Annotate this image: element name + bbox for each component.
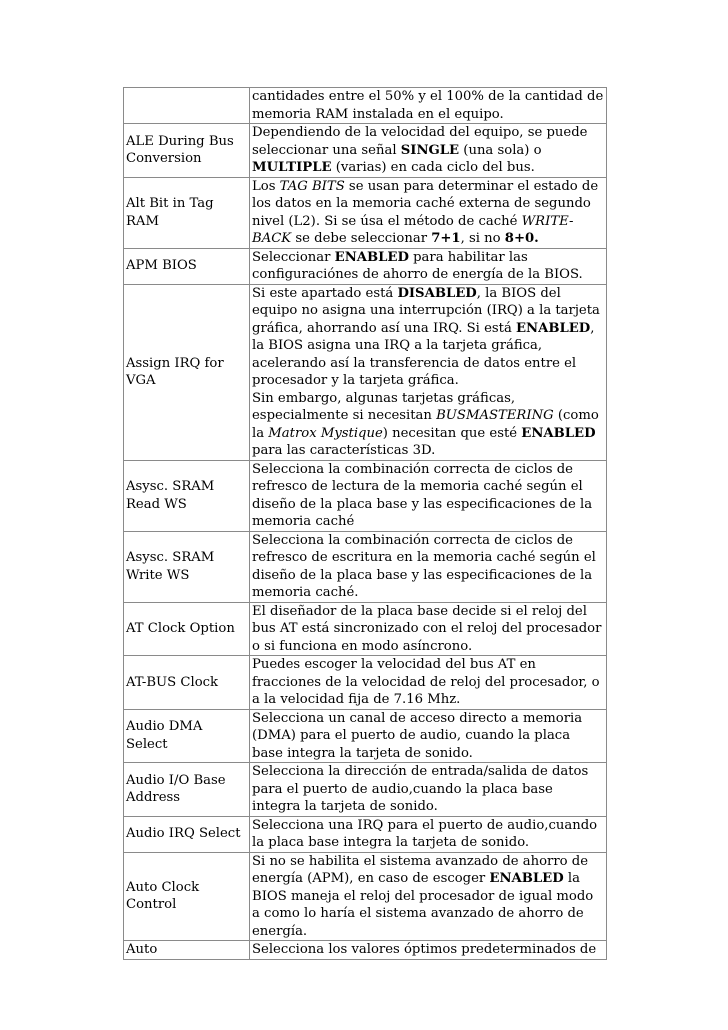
bold-value: ENABLED [516, 320, 591, 336]
description-text: Los [252, 178, 280, 194]
description-text: (una sola) o [459, 142, 542, 158]
italic-term: BUSMASTERING [436, 408, 554, 423]
bold-value: 7+1 [431, 231, 461, 246]
setting-description [250, 656, 607, 710]
description-text: , si no [460, 231, 505, 246]
description-text: Puedes escoger la velocidad del bus AT en fracciones de la velocidad de reloj del procesador, o a la velocidad fija de 7.16 Mhz. [252, 657, 600, 707]
description-text: Selecciona la combinación correcta de ciclos de refresco de escritura en la memoria caché según el diseño de la placa base y las especificaciones de la memoria caché. [252, 532, 596, 600]
setting-description [250, 531, 607, 602]
description-text: (varias) en cada ciclo del bus. [331, 160, 535, 175]
setting-name [124, 88, 250, 124]
setting-name: Assign IRQ for VGA [124, 284, 250, 460]
description-text: Seleccionar [252, 249, 335, 265]
setting-name: Audio I/O Base Address [124, 763, 250, 817]
setting-name: Audio IRQ Select [124, 816, 250, 852]
table-row [124, 284, 607, 460]
bold-value: 8+0. [504, 231, 539, 246]
description-text: se debe seleccionar [291, 231, 432, 246]
setting-description [250, 816, 607, 852]
table-row [124, 763, 607, 817]
table-body [124, 88, 607, 960]
table-row [124, 656, 607, 710]
table-row [124, 460, 607, 531]
description-text: para habilitar las configuraciónes de ahorro de energía de la BIOS. [252, 249, 583, 282]
description-text: , la BIOS asigna una IRQ a la tarjeta gráfica, acelerando así la transferencia de datos entre el procesador y la tarjeta gráfica. [252, 320, 595, 388]
description-text: la BIOS maneja el reloj del procesador de igual modo a como lo haría el sistema avanzado de ahorro de energía. [252, 871, 594, 939]
setting-description [250, 248, 607, 284]
description-text: cantidades entre el 50% y el 100% de la cantidad de memoria RAM instalada en el equipo. [252, 89, 604, 122]
setting-name: Asysc. SRAM Write WS [124, 531, 250, 602]
description-text: Selecciona un canal de acceso directo a memoria (DMA) para el puerto de audio, cuando la placa base integra la tarjeta de sonido. [252, 710, 583, 761]
description-text: para las características 3D. [252, 443, 436, 458]
setting-description [250, 88, 607, 124]
setting-description [250, 709, 607, 763]
bold-value: MULTIPLE [252, 160, 332, 175]
bold-value: ENABLED [334, 249, 409, 265]
setting-name: Audio DMA Select [124, 709, 250, 763]
setting-name: AT-BUS Clock [124, 656, 250, 710]
setting-description [250, 284, 607, 460]
description-text: Selecciona una IRQ para el puerto de audio,cuando la placa base integra la tarjeta de sonido. [252, 817, 598, 850]
italic-term: Matrox Mystique [268, 425, 383, 441]
setting-description [250, 124, 607, 178]
description-text: Selecciona la combinación correcta de ciclos de refresco de lectura de la memoria caché según el diseño de la placa base y las especificaciones de la memoria caché [252, 461, 593, 529]
setting-name: Auto Clock Control [124, 852, 250, 941]
bold-value: ENABLED [521, 425, 596, 441]
description-text: Selecciona los valores óptimos predeterminados de [252, 942, 597, 957]
table-row [124, 124, 607, 178]
setting-name: AT Clock Option [124, 602, 250, 656]
table-row [124, 816, 607, 852]
setting-name: APM BIOS [124, 248, 250, 284]
table-row [124, 531, 607, 602]
description-text: Sin embargo, algunas tarjetas gráficas, especialmente si necesitan [252, 390, 516, 423]
setting-description [250, 763, 607, 817]
setting-name: ALE During Bus Conversion [124, 124, 250, 178]
table-row [124, 852, 607, 941]
description-text: Dependiendo de la velocidad del equipo, se puede seleccionar una señal [252, 125, 588, 158]
description-text: Si este apartado está [252, 285, 398, 301]
setting-name: Auto [124, 941, 250, 960]
bold-value: ENABLED [489, 871, 564, 886]
bold-value: DISABLED [397, 285, 477, 301]
italic-term: WRITE-BACK [252, 213, 574, 246]
setting-name: Asysc. SRAM Read WS [124, 460, 250, 531]
table-row [124, 88, 607, 124]
table-row [124, 941, 607, 960]
description-text: ) necesitan que esté [382, 425, 522, 441]
setting-description [250, 602, 607, 656]
setting-description [250, 177, 607, 248]
table-row [124, 177, 607, 248]
description-text: , la BIOS del equipo no asigna una interrupción (IRQ) a la tarjeta gráfica, ahorrando así una IRQ. Si está [252, 285, 600, 336]
description-text: Si no se habilita el sistema avanzado de ahorro de energía (APM), en caso de escoger [252, 853, 589, 886]
italic-term: TAG BITS [279, 178, 345, 194]
table-row [124, 248, 607, 284]
table-row [124, 709, 607, 763]
table-row [124, 602, 607, 656]
setting-description [250, 460, 607, 531]
description-text: El diseñador de la placa base decide si el reloj del bus AT está sincronizado con el reloj del procesador o si funciona en modo asíncrono. [252, 603, 602, 654]
description-text: (como la [252, 408, 599, 441]
bold-value: SINGLE [400, 142, 460, 158]
setting-description [250, 941, 607, 960]
setting-description [250, 852, 607, 941]
description-text: se usan para determinar el estado de los datos en la memoria caché externa de segundo nivel (L2). Si se úsa el método de caché [252, 178, 599, 229]
description-text: Selecciona la dirección de entrada/salida de datos para el puerto de audio,cuando la placa base integra la tarjeta de sonido. [252, 764, 589, 814]
bios-settings-table [123, 87, 607, 960]
setting-name: Alt Bit in Tag RAM [124, 177, 250, 248]
